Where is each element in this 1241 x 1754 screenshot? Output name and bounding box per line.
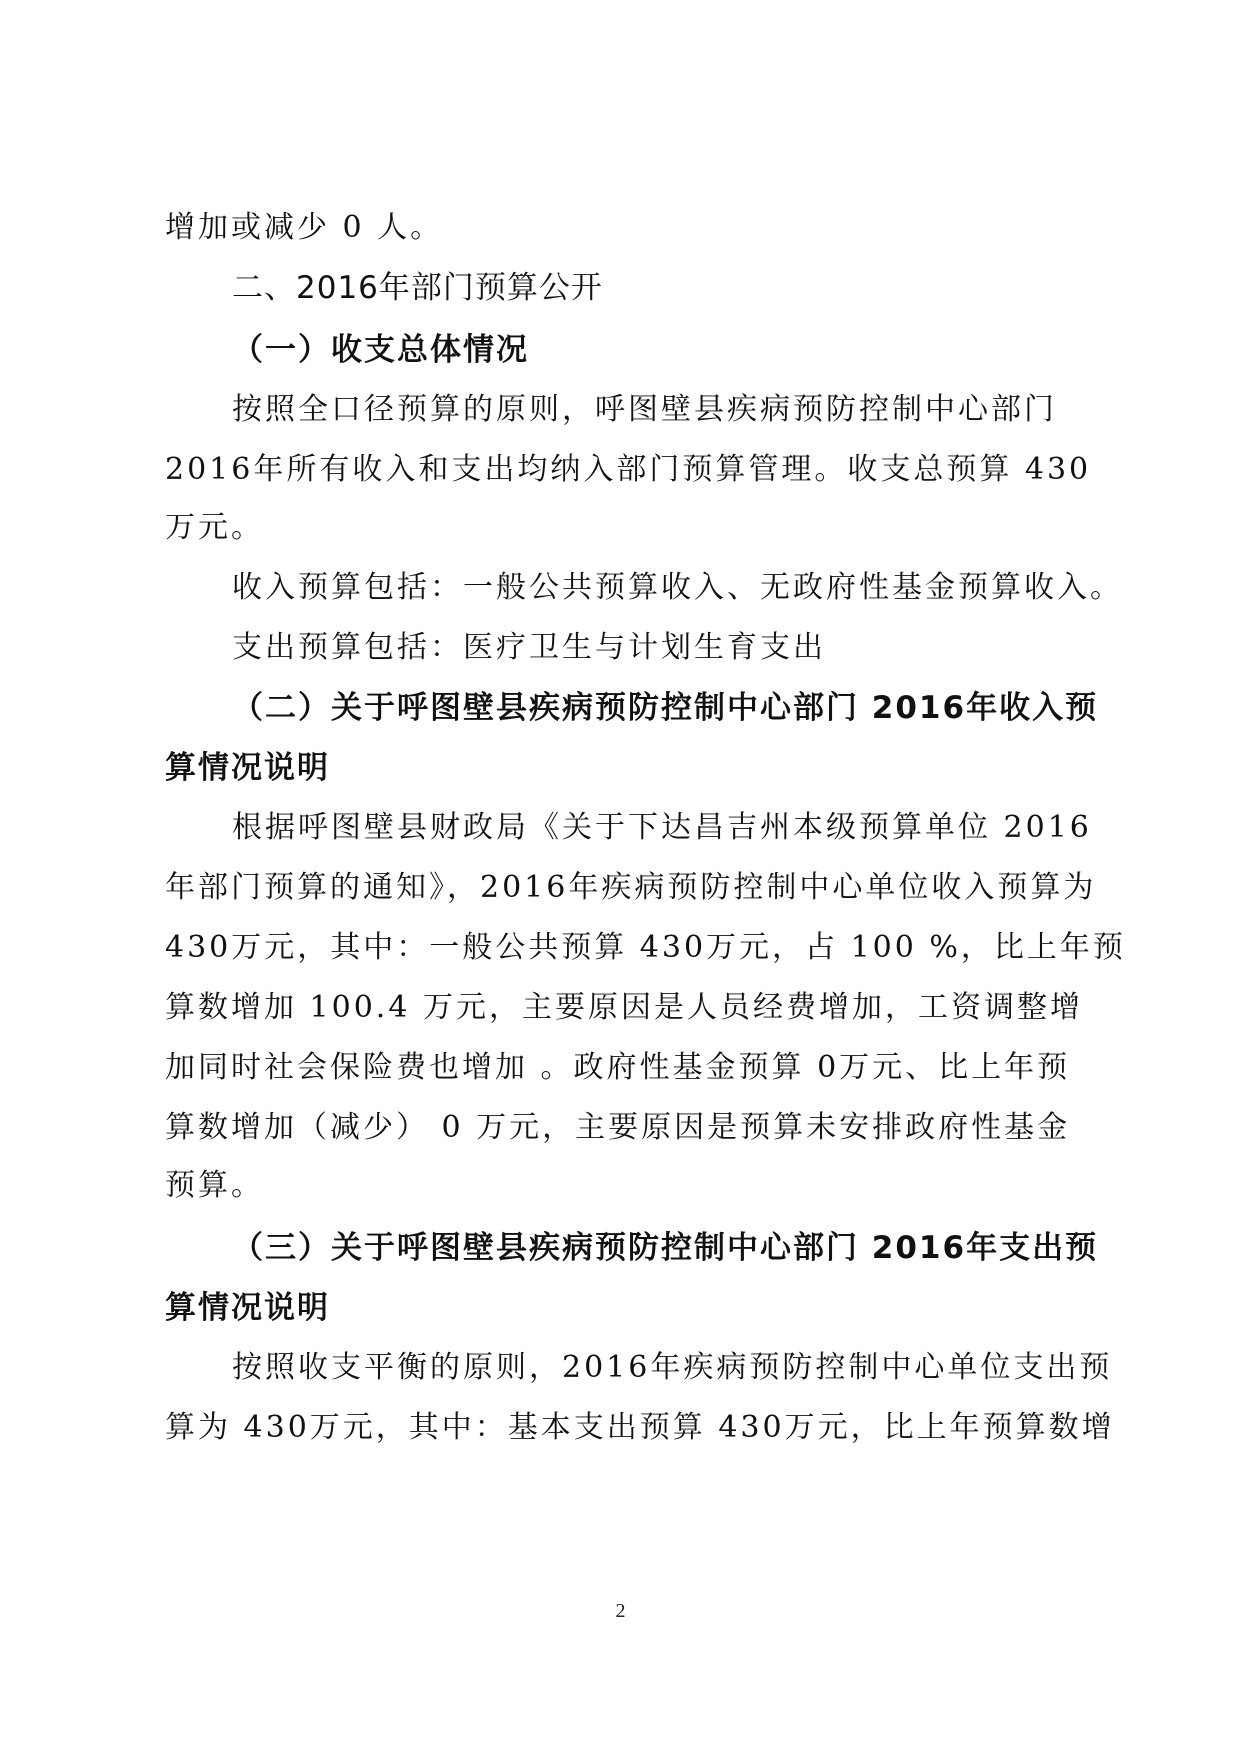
paragraph-line: 根据呼图壁县财政局《关于下达昌吉州本级预算单位 2016 — [232, 810, 1092, 845]
subsection-heading: （三）关于呼图壁县疾病预防控制中心部门 2016年支出预 — [232, 1230, 1099, 1266]
paragraph-line: 支出预算包括：医疗卫生与计划生育支出 — [232, 630, 826, 665]
paragraph-line: 430万元，其中：一般公共预算 430万元，占 100 %，比上年预 — [165, 930, 1126, 965]
paragraph-line: 算为 430万元，其中：基本支出预算 430万元，比上年预算数增 — [165, 1410, 1115, 1445]
subsection-heading: （一）收支总体情况 — [232, 332, 529, 368]
paragraph-line: 预算。 — [165, 1168, 264, 1203]
page-number: 2 — [615, 1600, 626, 1622]
section-heading: 二、2016年部门预算公开 — [232, 270, 603, 306]
subsection-heading-cont: 算情况说明 — [165, 750, 330, 786]
paragraph-line: 按照全口径预算的原则，呼图壁县疾病预防控制中心部门 — [232, 392, 1057, 427]
paragraph-line: 算数增加（减少） 0 万元，主要原因是预算未安排政府性基金 — [165, 1110, 1071, 1145]
subsection-heading: （二）关于呼图壁县疾病预防控制中心部门 2016年收入预 — [232, 690, 1099, 726]
paragraph-line: 2016年所有收入和支出均纳入部门预算管理。收支总预算 430 — [165, 452, 1092, 487]
paragraph-line: 算数增加 100.4 万元，主要原因是人员经费增加，工资调整增 — [165, 990, 1083, 1025]
paragraph-line: 按照收支平衡的原则，2016年疾病预防控制中心单位支出预 — [232, 1350, 1113, 1385]
paragraph-line: 万元。 — [165, 510, 264, 545]
paragraph-line: 增加或减少 0 人。 — [165, 210, 444, 245]
subsection-heading-cont: 算情况说明 — [165, 1290, 330, 1326]
paragraph-line: 加同时社会保险费也增加 。政府性基金预算 0万元、比上年预 — [165, 1050, 1071, 1085]
paragraph-line: 年部门预算的通知》，2016年疾病预防控制中心单位收入预算为 — [165, 870, 1097, 905]
paragraph-line: 收入预算包括：一般公共预算收入、无政府性基金预算收入。 — [232, 570, 1123, 605]
